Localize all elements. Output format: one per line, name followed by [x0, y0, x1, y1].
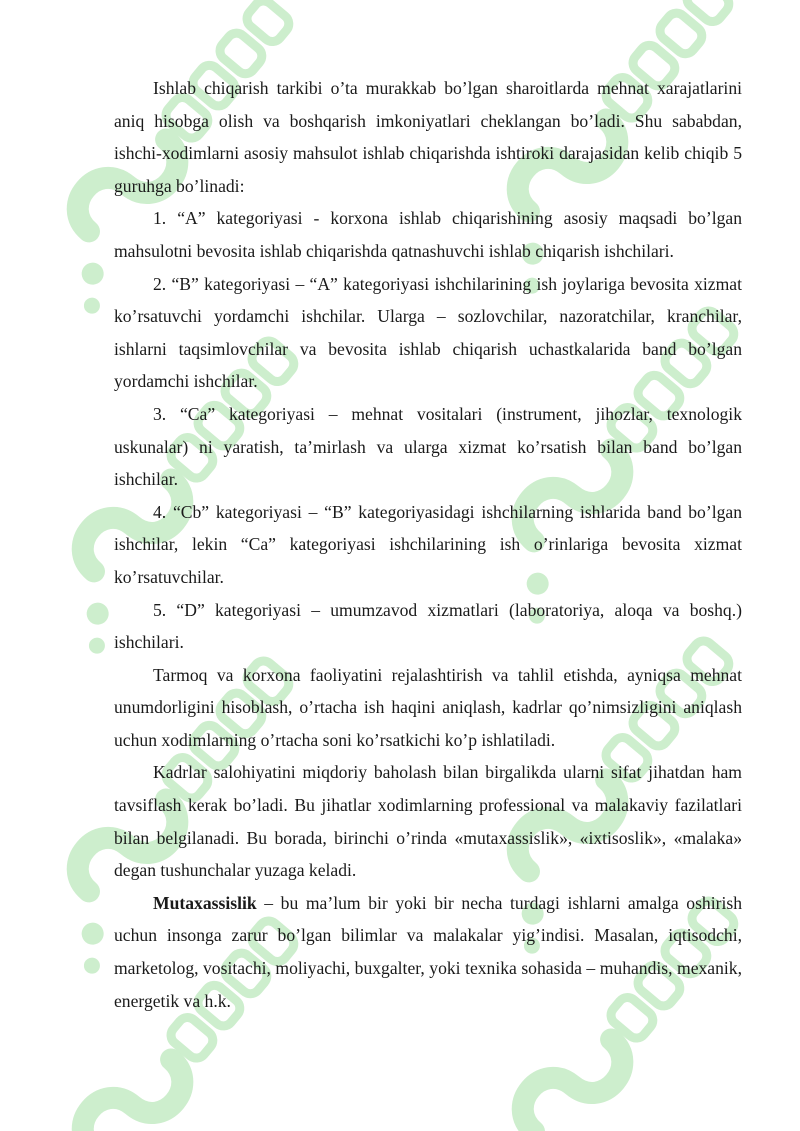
document-body — [114, 72, 742, 1017]
paragraph-category-d: 5. “D” kategoriyasi – umumzavod xizmatlari (laboratoriya, aloqa va boshq.) ishchilari. — [114, 599, 742, 653]
term-mutaxassislik: Mutaxassislik — [153, 892, 257, 913]
paragraph-definition: Mutaxassislik – bu ma’lum bir yoki bir necha turdagi ishlarni amalga oshirish uchun insonga zarur bo’lgan bilimlar va malakalar yig’indisi. Masalan, iqtisodchi, marketolog, vositachi, moliyachi, buxgalter, yoki texnika sohasida – muhandis, mexanik, energetik va h.k. — [114, 892, 742, 1011]
paragraph-planning: Tarmoq va korxona faoliyatini rejalashtirish va tahlil etishda, ayniqsa mehnat unumdorligini hisoblash, o’rtacha ish haqini aniqlash, kadrlar qo’nimsizligini aniqlash uchun xodimlarning o’rtacha soni ko’rsatkichi ko’p ishlatiladi. — [114, 664, 742, 750]
paragraph-category-ca: 3. “Ca” kategoriyasi – mehnat vositalari (instrument, jihozlar, texnologik uskunalar) ni yaratish, ta’mirlash va ularga xizmat ko’rsatish bilan band bo’lgan ishchilar. — [114, 403, 742, 490]
paragraph-category-a: 1. “A” kategoriyasi - korxona ishlab chiqarishining asosiy maqsadi bo’lgan mahsulotni bevosita ishlab chiqarishda qatnashuvchi ishlab chiqarish ishchilari. — [114, 208, 742, 261]
paragraph-category-b: 2. “B” kategoriyasi – “A” kategoriyasi ishchilarining ish joylariga bevosita xizmat ko’rsatuvchi yordamchi ishchilar. Ularga – sozlovchilar, nazoratchilar, kranchilar, ishlarni taqsimlovchilar va bevosita ishlab chiqarish uchastkalarida band bo’lgan yordamchi ishchilar. — [114, 273, 742, 392]
paragraph-category-cb: 4. “Cb” kategoriyasi – “B” kategoriyasidagi ishchilarning ishlarida band bo’lgan ishchilar, lekin “Ca” kategoriyasi ishchilarining ish o’rinlariga bevosita xizmat ko’rsatuvchilar. — [114, 501, 742, 587]
paragraph-intro: Ishlab chiqarish tarkibi o’ta murakkab bo’lgan sharoitlarda mehnat xarajatlarini aniq hisobga olish va boshqarish imkoniyatlari cheklangan bo’ladi. Shu sababdan, ishchi-xodimlarni asosiy mahsulot ishlab chiqarishda ishtiroki darajasidan kelib chiqib 5 guruhga bo’linadi: — [114, 78, 742, 196]
paragraph-quality: Kadrlar salohiyatini miqdoriy baholash bilan birgalikda ularni sifat jihatdan ham tavsiflash kerak bo’ladi. Bu jihatlar xodimlarning professional va malakaviy fazilatlari bilan belgilanadi. Bu borada, birinchi o’rinda «mutaxassislik», «ixtisoslik», «malaka» degan tushunchalar yuzaga keladi. — [114, 762, 742, 881]
